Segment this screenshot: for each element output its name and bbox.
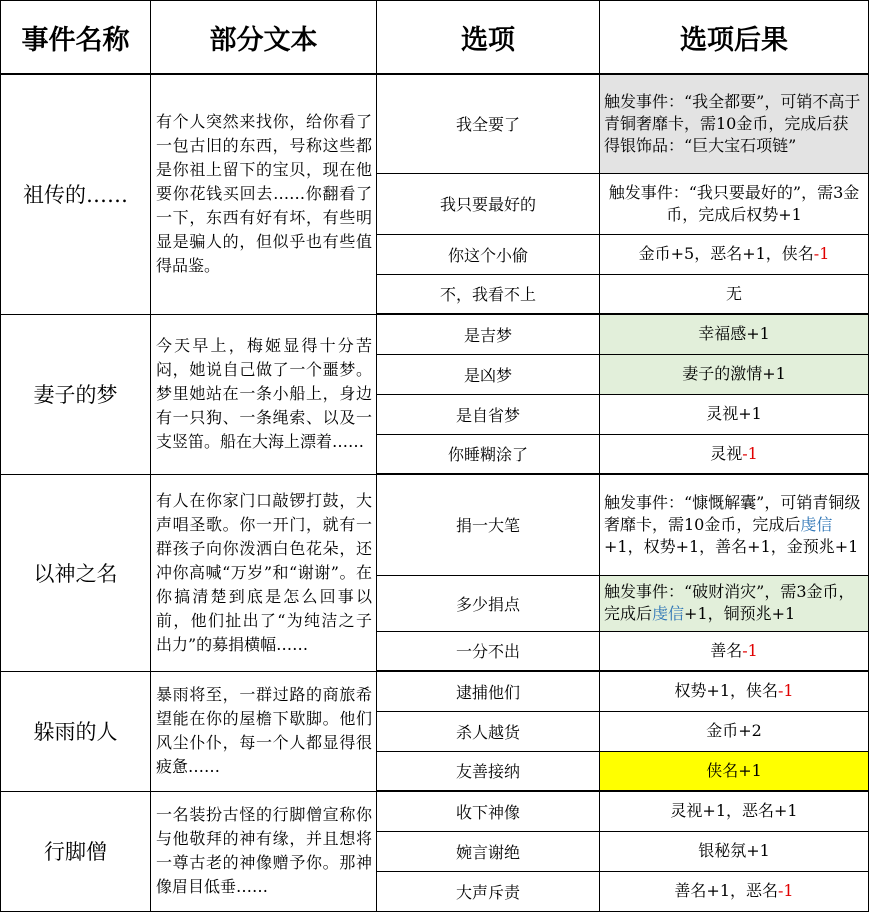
option-label: 婉言谢绝 bbox=[377, 831, 600, 871]
table-row bbox=[1, 314, 869, 354]
option-result: 触发事件：“我只要最好的”，需3金币，完成后权势+1 bbox=[600, 173, 869, 234]
table-row bbox=[1, 671, 869, 711]
option-result: 灵视-1 bbox=[600, 434, 869, 474]
option-result: 金币+2 bbox=[600, 711, 869, 751]
header-event-name: 事件名称 bbox=[1, 1, 151, 75]
option-label: 你这个小偷 bbox=[377, 234, 600, 274]
option-label: 多少捐点 bbox=[377, 575, 600, 631]
option-result: 金币+5，恶名+1，侠名-1 bbox=[600, 234, 869, 274]
option-label: 逮捕他们 bbox=[377, 671, 600, 711]
event-name: 以神之名 bbox=[1, 474, 151, 671]
option-result: 幸福感+1 bbox=[600, 314, 869, 354]
event-name: 行脚僧 bbox=[1, 791, 151, 911]
table-row bbox=[1, 791, 869, 831]
option-label: 大声斥责 bbox=[377, 871, 600, 911]
option-result: 无 bbox=[600, 274, 869, 314]
event-text: 暴雨将至，一群过路的商旅希望能在你的屋檐下歇脚。他们风尘仆仆，每一个人都显得很疲惫…… bbox=[151, 671, 377, 791]
option-result: 侠名+1 bbox=[600, 751, 869, 791]
option-label: 收下神像 bbox=[377, 791, 600, 831]
header-options: 选项 bbox=[377, 1, 600, 75]
option-label: 一分不出 bbox=[377, 631, 600, 671]
option-label: 杀人越货 bbox=[377, 711, 600, 751]
option-label: 我全要了 bbox=[377, 74, 600, 173]
table-row bbox=[1, 474, 869, 575]
option-result: 妻子的激情+1 bbox=[600, 354, 869, 394]
option-label: 友善接纳 bbox=[377, 751, 600, 791]
event-text: 有个人突然来找你，给你看了一包古旧的东西，号称这些都是你祖上留下的宝贝，现在他要你花钱买回去……你翻看了一下，东西有好有坏，有些明显是骗人的，但似乎也有些值得品鉴。 bbox=[151, 74, 377, 314]
event-text: 今天早上，梅姬显得十分苦闷，她说自己做了一个噩梦。梦里她站在一条小船上，身边有一只狗、一条绳索、以及一支竖笛。船在大海上漂着…… bbox=[151, 314, 377, 474]
option-result: 银秘氛+1 bbox=[600, 831, 869, 871]
event-text: 一名装扮古怪的行脚僧宣称你与他敬拜的神有缘，并且想将一尊古老的神像赠予你。那神像眉目低垂…… bbox=[151, 791, 377, 911]
option-result: 权势+1，侠名-1 bbox=[600, 671, 869, 711]
option-result: 灵视+1 bbox=[600, 394, 869, 434]
option-label: 捐一大笔 bbox=[377, 474, 600, 575]
option-result: 灵视+1，恶名+1 bbox=[600, 791, 869, 831]
header-consequences: 选项后果 bbox=[600, 1, 869, 75]
option-label: 是吉梦 bbox=[377, 314, 600, 354]
option-result: 触发事件：“我全都要”，可销不高于青铜奢靡卡，需10金币，完成后获得银饰品：“巨大宝石项链” bbox=[600, 74, 869, 173]
option-label: 你睡糊涂了 bbox=[377, 434, 600, 474]
event-name: 妻子的梦 bbox=[1, 314, 151, 474]
option-result: 善名+1，恶名-1 bbox=[600, 871, 869, 911]
header-partial-text: 部分文本 bbox=[151, 1, 377, 75]
option-result: 善名-1 bbox=[600, 631, 869, 671]
table-row bbox=[1, 74, 869, 173]
event-name: 躲雨的人 bbox=[1, 671, 151, 791]
option-result: 触发事件：“破财消灾”，需3金币，完成后虔信+1，铜预兆+1 bbox=[600, 575, 869, 631]
option-label: 我只要最好的 bbox=[377, 173, 600, 234]
event-text: 有人在你家门口敲锣打鼓，大声唱圣歌。你一开门，就有一群孩子向你泼洒白色花朵，还冲你高喊“万岁”和“谢谢”。在你搞清楚到底是怎么回事以前，他们扯出了“为纯洁之子出力”的募捐横幅…… bbox=[151, 474, 377, 671]
option-label: 是凶梦 bbox=[377, 354, 600, 394]
option-label: 是自省梦 bbox=[377, 394, 600, 434]
event-name: 祖传的…… bbox=[1, 74, 151, 314]
option-label: 不，我看不上 bbox=[377, 274, 600, 314]
header-row bbox=[1, 1, 869, 75]
option-result: 触发事件：“慷慨解囊”，可销青铜级奢靡卡，需10金币，完成后虔信+1，权势+1，善名+1，金预兆+1 bbox=[600, 474, 869, 575]
